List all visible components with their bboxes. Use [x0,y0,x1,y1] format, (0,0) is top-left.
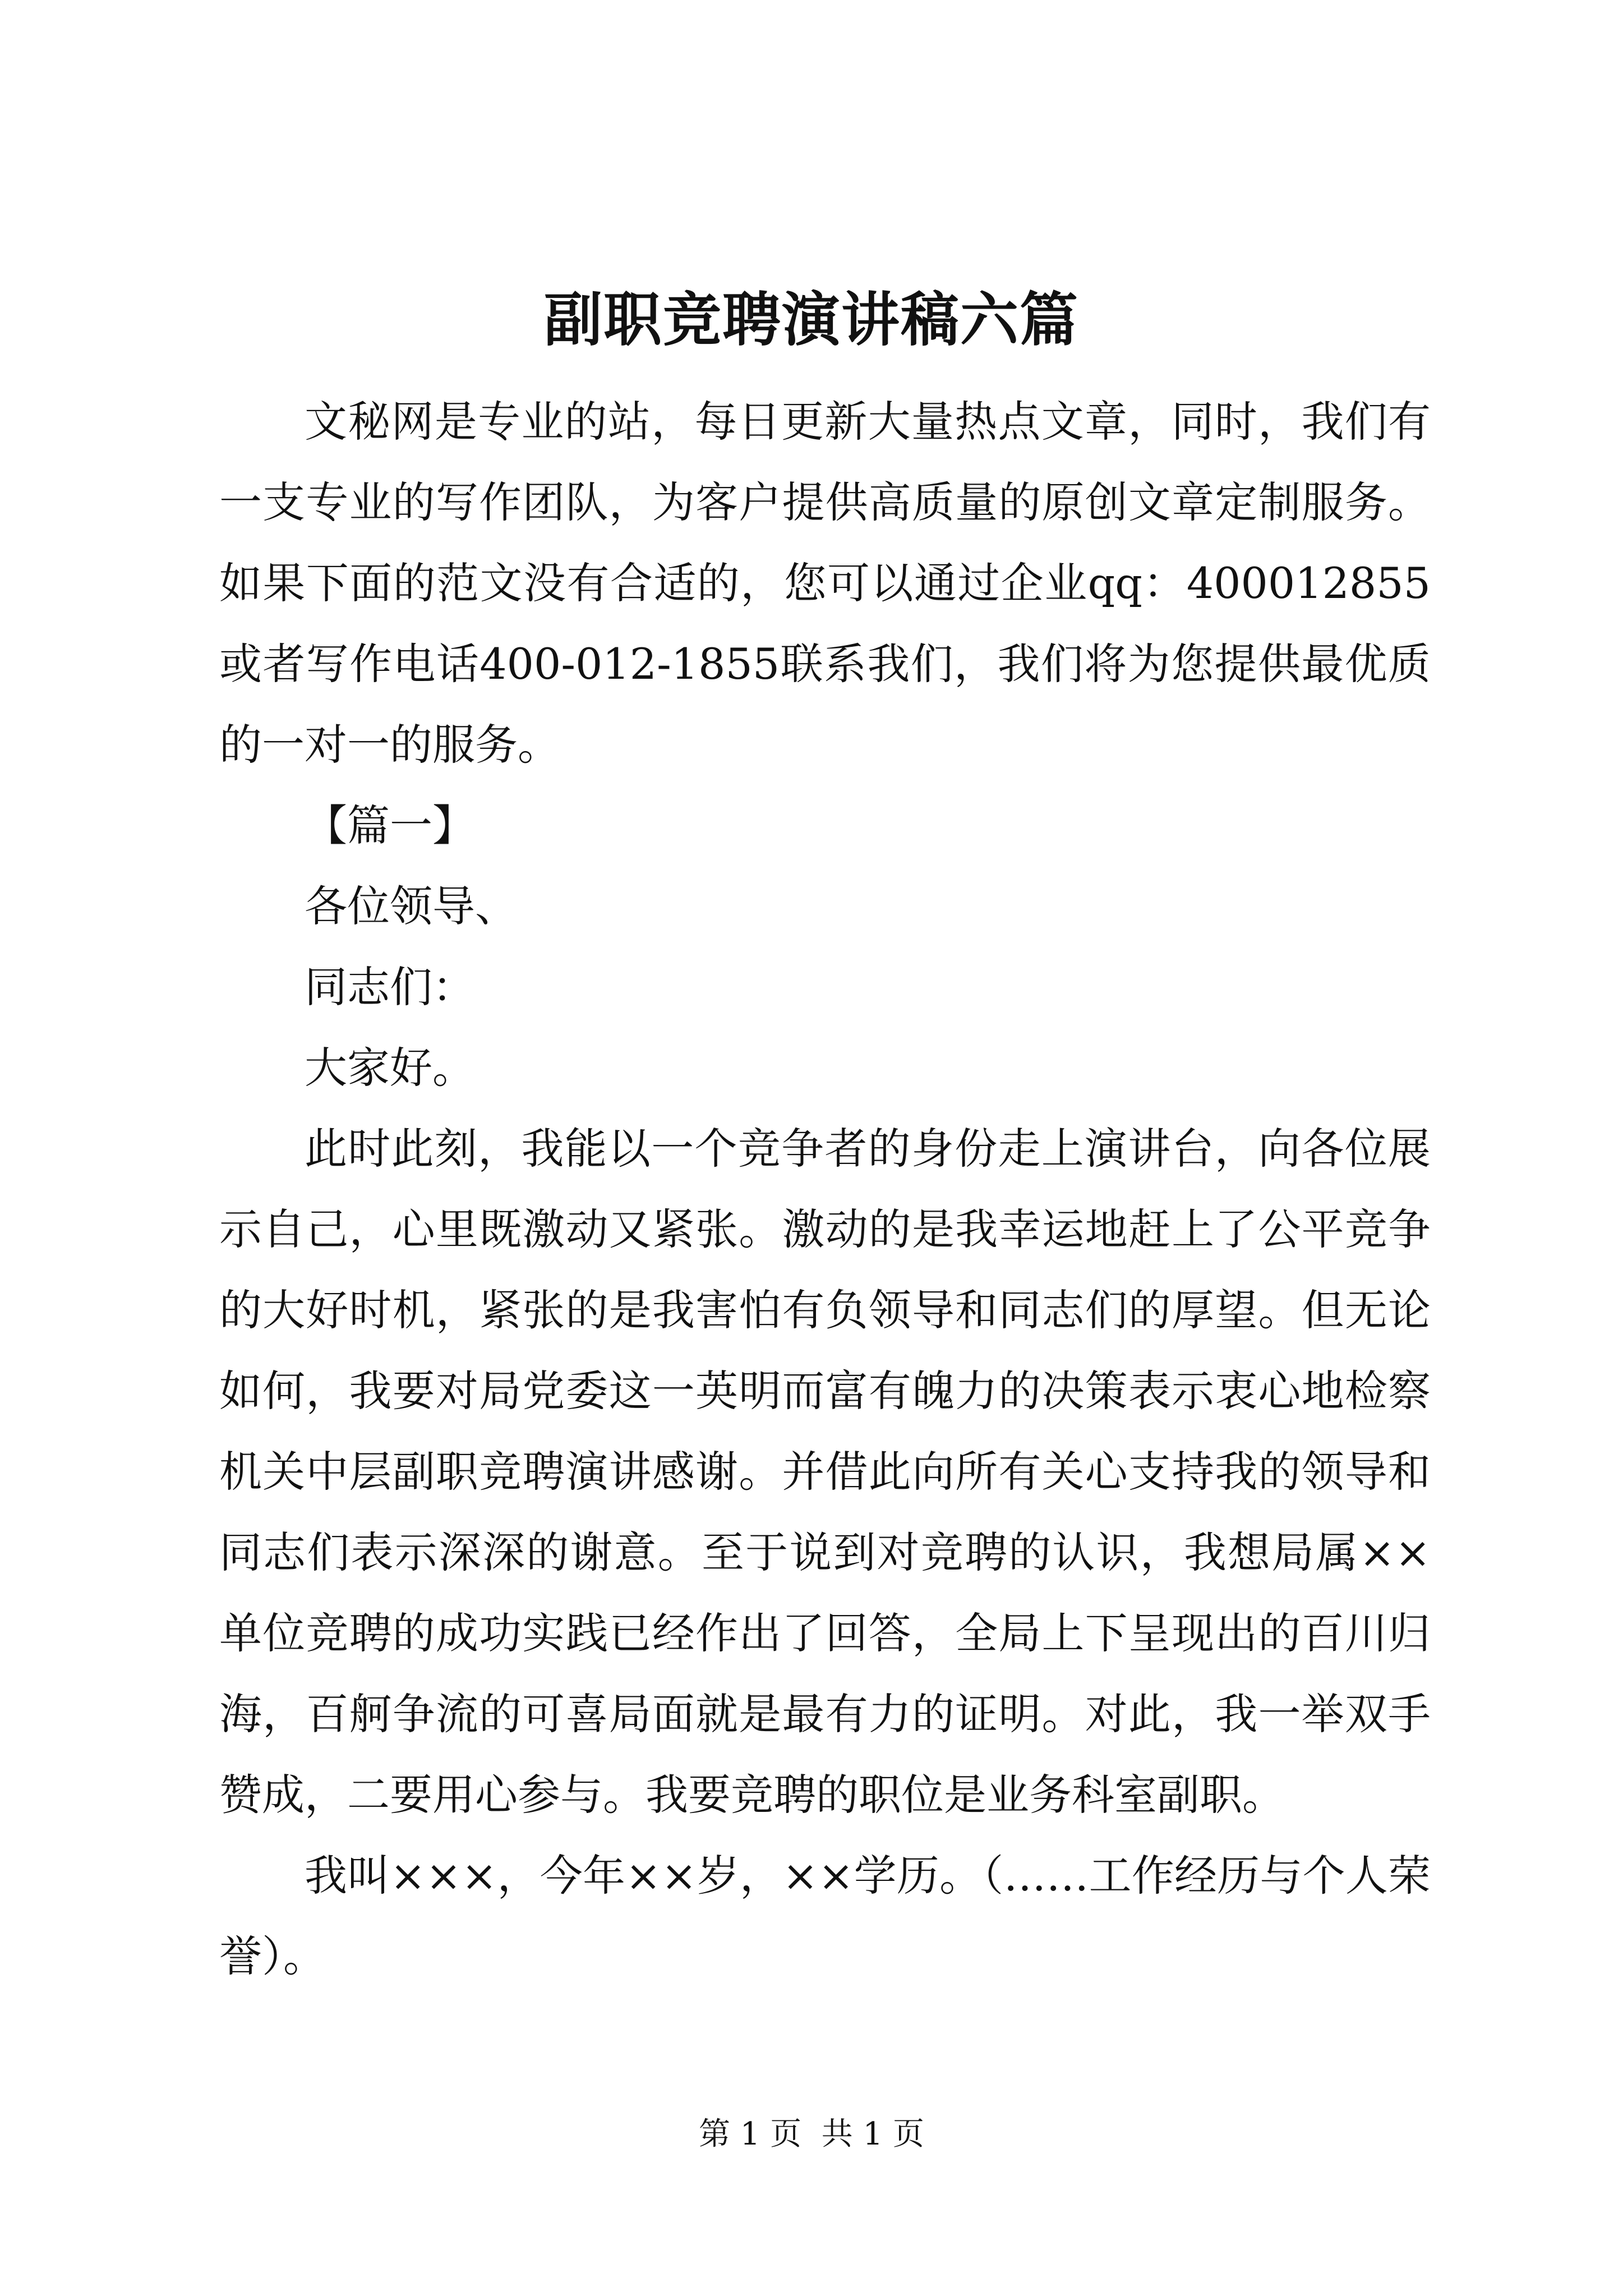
salutation-leaders: 各位领导、 [305,881,518,931]
document-title: 副职竞聘演讲稿六篇 [543,285,1079,354]
section-heading: 【篇一】 [305,800,475,850]
self-introduction-paragraph: 我叫×××，今年××岁，××学历。（……工作经历与个人荣誉）。 [219,1851,1431,1981]
page-number-label: 第 1 页 共 1 页 [698,2116,925,2152]
document-body [219,381,1431,1997]
greeting: 大家好。 [305,1043,475,1093]
salutation-comrades: 同志们： [305,962,475,1012]
page-footer [0,2115,1623,2154]
speech-paragraph: 此时此刻，我能以一个竞争者的身份走上演讲台，向各位展示自己，心里既激动又紧张。激动的是我幸运地赶上了公平竞争的大好时机，紧张的是我害怕有负领导和同志们的厚望。但无论如何，我要对局党委这一英明而富有魄力的决策表示衷心地检察机关中层副职竞聘演讲感谢。并借此向所有关心支持我的领导和同志们表示深深的谢意。至于说到对竞聘的认识，我想局属××单位竞聘的成功实践已经作出了回答，全局上下呈现出的百川归海，百舸争流的可喜局面就是最有力的证明。对此，我一举双手赞成，二要用心参与。我要竞聘的职位是业务科室副职。 [219,1124,1431,1820]
intro-paragraph: 文秘网是专业的站，每日更新大量热点文章，同时，我们有一支专业的写作团队，为客户提供高质量的原创文章定制服务。如果下面的范文没有合适的，您可以通过企业qq：400012855或者写作电话400-012-1855联系我们，我们将为您提供最优质的一对一的服务。 [219,397,1431,770]
